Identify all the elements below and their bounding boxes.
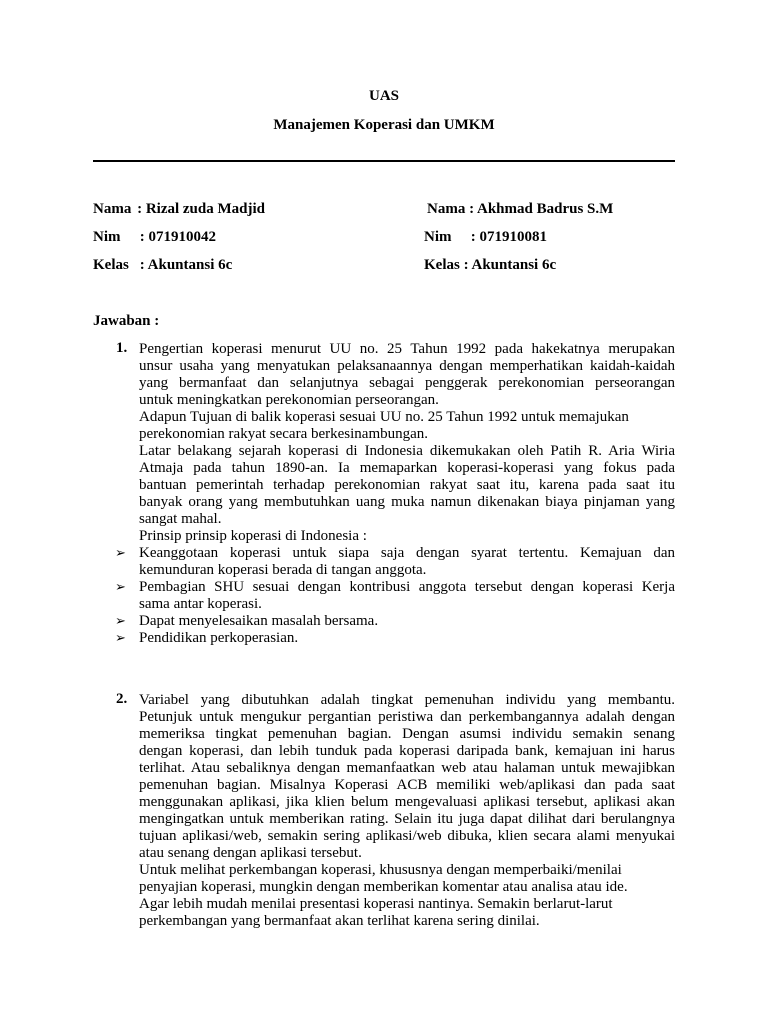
principle-line: Pendidikan perkoperasian.: [139, 630, 299, 646]
answer2-line: dengan koperasi, dan lebih tunduk pada koperasi daripada bank, kemajuan ini harus: [139, 743, 675, 759]
principle-line: kemunduran koperasi berada di tangan anggota.: [139, 562, 427, 578]
header-divider: [93, 160, 675, 162]
principle-line: Keanggotaan koperasi untuk siapa saja dengan syarat tertentu. Kemajuan dan: [139, 545, 675, 561]
answer1-number: 1.: [116, 340, 128, 356]
answer2-line: perkembangan yang bermanfaat akan terlihat karena sering dinilai.: [139, 913, 540, 929]
kelas-label: Kelas: [93, 257, 129, 273]
doc-title: UAS: [368, 88, 399, 104]
answer2-line: menggunakan aplikasi, jika klien belum mengevaluasi aplikasi tersebut, aplikasi akan: [139, 794, 675, 810]
nim-label: Nim: [93, 229, 121, 245]
answer1-line: unsur usaha yang menyatukan pelaksanaannya dengan memperhatikan kaidah-kaidah: [139, 358, 675, 374]
answer2-number: 2.: [116, 691, 128, 707]
student2-nama: Nama : Akhmad Badrus S.M: [427, 201, 614, 217]
principle-line: sama antar koperasi.: [139, 596, 262, 612]
answer1-line: untuk meningkatkan perekonomian perseorangan.: [139, 392, 439, 408]
arrow-bullet-icon: ➢: [115, 613, 126, 628]
student2-kelas: Kelas : Akuntansi 6c: [424, 257, 557, 273]
nama-value: : Rizal zuda Madjid: [137, 201, 265, 217]
answer2-line: penyajian koperasi, mungkin dengan memberikan komentar atau analisa atau ide.: [139, 879, 628, 895]
principle-line: Dapat menyelesaikan masalah bersama.: [139, 613, 379, 629]
answer1-line: perekonomian rakyat secara berkesinambungan.: [139, 426, 429, 442]
answer1-line: Latar belakang sejarah koperasi di Indonesia dikemukakan oleh Patih R. Aria Wiria: [139, 443, 675, 459]
arrow-bullet-icon: ➢: [115, 545, 126, 560]
answer2-line: atau senang dengan aplikasi tersebut.: [139, 845, 362, 861]
answer1-line: banyak orang yang membutuhkan uang muka namun dikenakan biaya pinjaman yang: [139, 494, 675, 510]
answer1-line: sangat mahal.: [139, 511, 222, 527]
answer2-line: tujuan aplikasi/web, semakin sering aplikasi/web dibuka, klien secara alami menyukai: [139, 828, 675, 844]
student1-nama: [93, 201, 265, 218]
answer2-line: pemenuhan bagian. Misalnya Koperasi ACB memiliki web/aplikasi dan pada saat: [139, 777, 675, 793]
student1-kelas: [93, 257, 232, 274]
answer2-line: Variabel yang dibutuhkan adalah tingkat pemenuhan individu yang membantu.: [139, 692, 675, 708]
answer2-line: Agar lebih mudah menilai presentasi koperasi nantinya. Semakin berlarut-larut: [139, 896, 613, 912]
nim-label: Nim: [424, 229, 452, 245]
answer2-text: [139, 692, 675, 930]
answer1-line: bantuan pemerintah terhadap perekonomian rakyat saat itu, karena pada saat itu: [139, 477, 675, 493]
answer1-line: yang bermanfaat dan selanjutnya sebagai penggerak perekonomian perseorangan: [139, 375, 675, 391]
nim-value: : 071910081: [470, 229, 547, 245]
answer1-line: Adapun Tujuan di balik koperasi sesuai UU no. 25 Tahun 1992 untuk memajukan: [139, 409, 629, 425]
doc-subtitle: Manajemen Koperasi dan UMKM: [273, 117, 495, 133]
answer1-line: Prinsip prinsip koperasi di Indonesia :: [139, 528, 367, 544]
answer1-line: Pengertian koperasi menurut UU no. 25 Tahun 1992 pada hakekatnya merupakan: [139, 341, 675, 357]
answer1-line: Atmaja pada tahun 1890-an. Ia memaparkan koperasi-koperasi yang fokus pada: [139, 460, 675, 476]
answer2-line: terlihat. Atau sebaliknya dengan memanfaatkan web atau halaman untuk mewajibkan: [139, 760, 675, 776]
arrow-bullet-icon: ➢: [115, 579, 126, 594]
student1-nim: [93, 229, 216, 246]
answer2-line: Untuk melihat perkembangan koperasi, khususnya dengan memperbaiki/menilai: [139, 862, 622, 878]
answer2-line: Petunjuk untuk mengukur pergantian peristiwa dan perkembangannya adalah dengan: [139, 709, 675, 725]
answer2-line: memeriksa tingkat pemenuhan bagian. Dengan asumsi individu semakin senang: [139, 726, 675, 742]
principle-line: Pembagian SHU sesuai dengan kontribusi anggota tersebut dengan koperasi Kerja: [139, 579, 675, 595]
kelas-value: : Akuntansi 6c: [139, 257, 233, 273]
answer1-text: [139, 341, 675, 647]
student2-nim: [424, 229, 547, 246]
nim-value: : 071910042: [139, 229, 216, 245]
nama-label: Nama: [93, 201, 132, 217]
arrow-bullet-icon: ➢: [115, 630, 126, 645]
answer2-line: mengingatkan untuk memberikan rating. Selain itu juga dapat dilihat dari berulangnya: [139, 811, 675, 827]
jawaban-label: Jawaban :: [93, 313, 160, 329]
